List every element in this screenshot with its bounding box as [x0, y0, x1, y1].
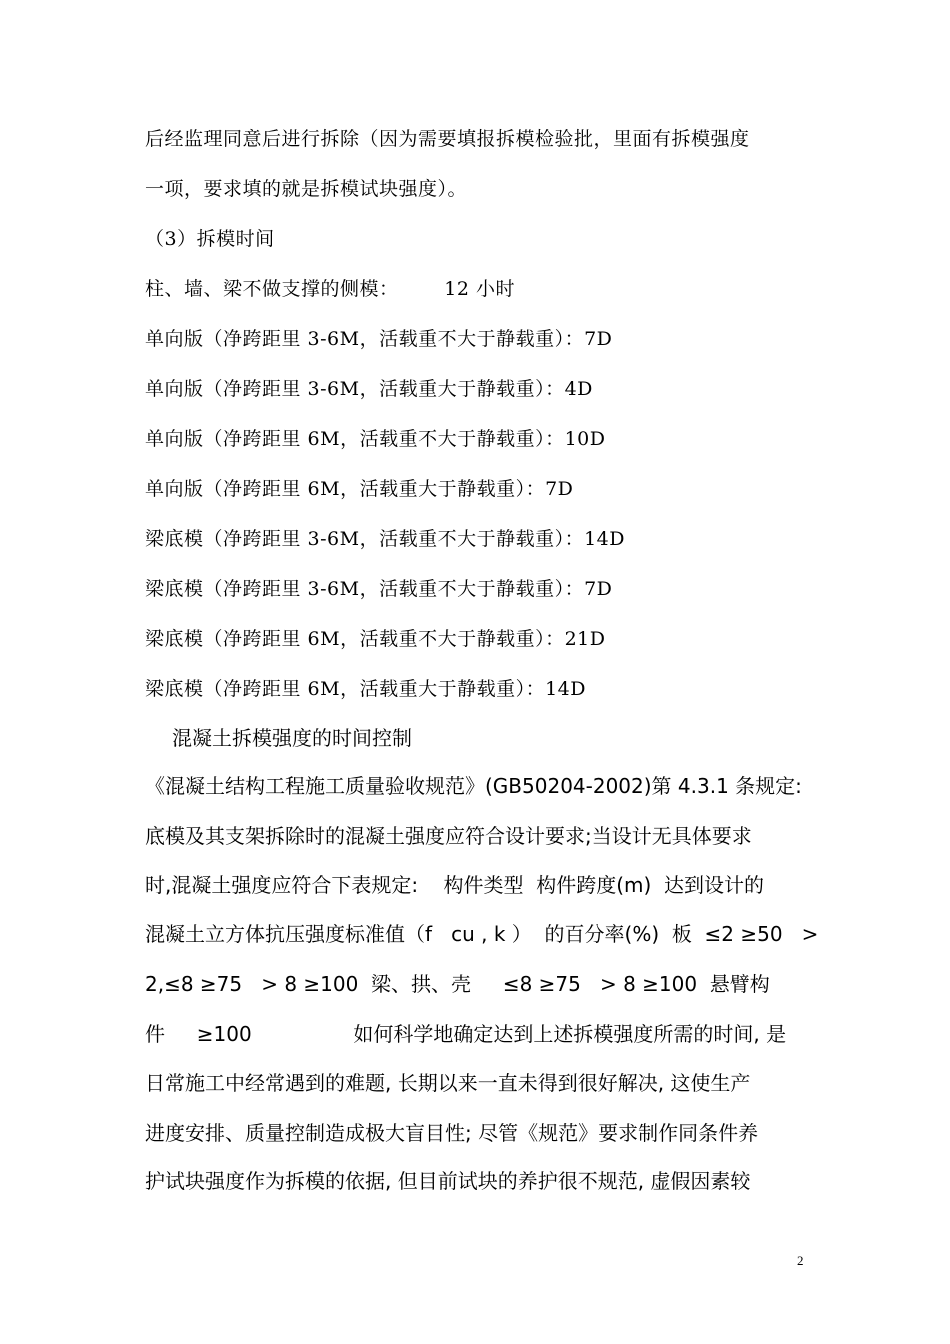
- paragraph-line: 梁底模（净跨距里 3-6M，活载重不大于静载重）：14D: [145, 528, 626, 550]
- paragraph-line: 单向版（净跨距里 3-6M，活载重大于静载重）：4D: [145, 378, 593, 400]
- subsection-title: （3）拆模时间: [145, 228, 275, 250]
- body-line: 底模及其支架拆除时的混凝土强度应符合设计要求;当设计无具体要求: [145, 824, 752, 848]
- paragraph-line: 单向版（净跨距里 3-6M，活载重不大于静载重）：7D: [145, 328, 613, 350]
- body-line: 时,混凝土强度应符合下表规定: 构件类型 构件跨度(m) 达到设计的: [145, 873, 765, 897]
- body-line: 日常施工中经常遇到的难题, 长期以来一直未得到很好解决, 这使生产: [145, 1071, 751, 1095]
- paragraph-line: 柱、墙、梁不做支撑的侧模： 12 小时: [145, 278, 515, 300]
- body-line: 件 ≥100 如何科学地确定达到上述拆模强度所需的时间, 是: [145, 1022, 787, 1046]
- paragraph-line: 单向版（净跨距里 6M，活载重不大于静载重）：10D: [145, 428, 606, 450]
- section-heading: 混凝土拆模强度的时间控制: [172, 726, 412, 750]
- body-line: 护试块强度作为拆模的依据, 但目前试块的养护很不规范, 虚假因素较: [145, 1169, 751, 1193]
- page-number: 2: [797, 1253, 804, 1268]
- body-line: 进度安排、质量控制造成极大盲目性; 尽管《规范》要求制作同条件养: [145, 1121, 759, 1145]
- body-line: 混凝土立方体抗压强度标准值（f cu , k ） 的百分率(%) 板 ≤2 ≥50 >: [145, 922, 819, 946]
- paragraph-line: 梁底模（净跨距里 6M，活载重大于静载重）：14D: [145, 678, 586, 700]
- paragraph-line: 后经监理同意后进行拆除（因为需要填报拆模检验批，里面有拆模强度: [145, 128, 750, 150]
- body-line: 《混凝土结构工程施工质量验收规范》(GB50204-2002)第 4.3.1 条规定:: [145, 774, 802, 798]
- paragraph-line: 梁底模（净跨距里 3-6M，活载重不大于静载重）：7D: [145, 578, 613, 600]
- paragraph-line: 一项，要求填的就是拆模试块强度）。: [145, 178, 468, 200]
- paragraph-line: 单向版（净跨距里 6M，活载重大于静载重）：7D: [145, 478, 574, 500]
- paragraph-line: 梁底模（净跨距里 6M，活载重不大于静载重）：21D: [145, 628, 606, 650]
- body-line: 2,≤8 ≥75 > 8 ≥100 梁、拱、壳 ≤8 ≥75 > 8 ≥100 悬臂构: [145, 972, 770, 996]
